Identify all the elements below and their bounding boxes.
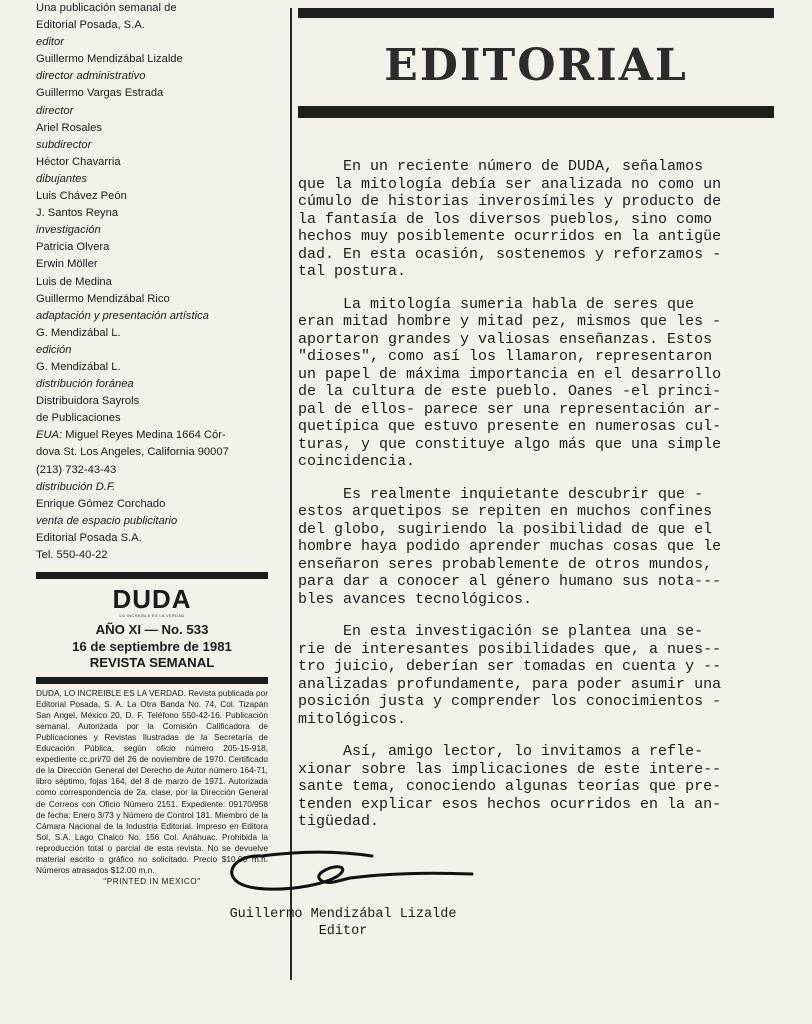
credit-text: director xyxy=(36,104,74,117)
credit-text: Editorial Posada, S.A. xyxy=(36,19,145,32)
credit-name xyxy=(36,85,268,102)
credit-text: G. Mendizábal L. xyxy=(36,326,121,339)
credit-text: Guillermo Mendizábal Rico xyxy=(36,292,170,305)
credit-name xyxy=(36,154,268,171)
credit-name xyxy=(36,444,268,461)
credit-name xyxy=(36,0,268,17)
credit-text: Miguel Reyes Medina 1664 Cór- xyxy=(65,429,226,442)
credit-text: Guillermo Mendizábal Lizalde xyxy=(36,53,183,66)
signature-image xyxy=(222,842,482,902)
masthead-column xyxy=(36,0,268,887)
brand-tagline: LO INCREIBLE ES LA VERDAD xyxy=(119,613,185,619)
issue-type: REVISTA SEMANAL xyxy=(89,655,215,671)
credit-prefix: EUA: xyxy=(36,429,63,442)
credit-name xyxy=(36,205,268,222)
credit-text: distribución D.F. xyxy=(36,480,116,493)
credit-role xyxy=(36,103,268,120)
bottom-rule xyxy=(36,677,268,684)
credit-text: Editorial Posada S.A. xyxy=(36,531,142,544)
credit-name xyxy=(36,274,268,291)
staff-credits xyxy=(36,0,268,564)
credit-text: Patricia Olvera xyxy=(36,241,110,254)
credit-name xyxy=(36,547,268,564)
editorial-title: EDITORIAL xyxy=(384,40,688,91)
credit-name xyxy=(36,393,268,410)
credit-role xyxy=(36,171,268,188)
editorial-paragraph: Es realmente inquietante descubrir que - estos arquetipos se repiten en muchos confines del globo, sugiriendo la posibilidad de que el hombre haya podido aprender muchas cosas que le enseñaron seres probablemente de otros mundos, para dar a conocer al género humano sus nota--- bles avances tecnológicos. xyxy=(298,485,722,608)
credit-role xyxy=(36,479,268,496)
credit-role xyxy=(36,308,268,325)
credit-role xyxy=(36,137,268,154)
issue-date: 16 de septiembre de 1981 xyxy=(72,638,232,654)
credit-role xyxy=(36,342,268,359)
credit-role xyxy=(36,376,268,393)
signer-name: Guillermo Mendizábal Lizalde xyxy=(229,907,457,922)
credit-name xyxy=(36,256,268,273)
credit-name xyxy=(36,120,268,137)
column-divider xyxy=(290,8,292,980)
credit-role xyxy=(36,513,268,530)
top-rule xyxy=(36,572,268,579)
credit-text: Tel. 550-40-22 xyxy=(36,549,108,561)
credit-text: edición xyxy=(36,343,72,356)
editorial-paragraph: En esta investigación se plantea una se- rie de interesantes posibilidades que, a nues-- tro juicio, deberían ser tomadas en cuenta y -- analizadas profundamente, para poder asumir una posición justa y comprender los conocimientos - mitológicos. xyxy=(298,623,722,728)
credit-text: Héctor Chavarria xyxy=(36,155,121,168)
credit-name xyxy=(36,496,268,513)
editorial-body xyxy=(298,158,788,831)
credit-text: director administrativo xyxy=(36,70,146,83)
credit-name xyxy=(36,17,268,34)
editorial-paragraph: La mitología sumeria habla de seres que eran mitad hombre y mitad pez, mismos que les - aportaron grandes y valiosas enseñanzas. Estos "dioses", como así los llamaron, representaron un papel de máxima importancia en el desarrollo de la cultura de este pueblo. Oanes -el princi- pal de ellos- parece ser una representación ar- quetípica que estuvo presente en numerosas cul- turas, y que constituye algo más que una simple coincidencia. xyxy=(298,295,722,470)
editorial-paragraph: En un reciente número de DUDA, señalamos que la mitología debía ser analizada no como un cúmulo de historias inverosímiles y producto de la fantasía de los diversos pueblos, sino como hechos muy posiblemente ocurridos en la antigüe dad. En esta ocasión, sostenemos y reforzamos - tal postura. xyxy=(298,158,722,280)
credit-text: subdirector xyxy=(36,138,92,151)
credit-name xyxy=(36,410,268,427)
credit-text: (213) 732-43-43 xyxy=(36,463,117,476)
credit-name xyxy=(36,51,268,68)
credit-name xyxy=(36,462,268,479)
credit-text: editor xyxy=(36,36,64,49)
editorial-column xyxy=(298,8,774,846)
credit-text: dova St. Los Angeles, California 90007 xyxy=(36,446,229,459)
credit-name xyxy=(36,188,268,205)
credit-role xyxy=(36,222,268,239)
credit-text: Luis Chávez Peón xyxy=(36,190,127,203)
credit-text: Luis de Medina xyxy=(36,275,112,288)
title-bar-top xyxy=(298,8,774,18)
credit-role xyxy=(36,68,268,85)
credit-name xyxy=(36,239,268,256)
signer-role: Editor xyxy=(318,924,368,939)
credit-text: Erwin Möller xyxy=(36,258,98,271)
credit-text: Distribuidora Sayrols xyxy=(36,395,140,408)
credit-text: J. Santos Reyna xyxy=(36,207,119,220)
credit-text: Una publicación semanal de xyxy=(36,2,177,14)
credit-text: venta de espacio publicitario xyxy=(36,514,178,527)
credit-text: adaptación y presentación artística xyxy=(36,309,209,322)
credit-text: Ariel Rosales xyxy=(36,121,102,134)
credit-text: investigación xyxy=(36,224,101,237)
credit-name xyxy=(36,427,268,444)
credit-text: G. Mendizábal L. xyxy=(36,360,121,373)
brand-logo: DUDA xyxy=(112,584,192,615)
editor-signoff xyxy=(198,906,488,940)
credit-text: dibujantes xyxy=(36,172,88,185)
credit-name xyxy=(36,359,268,376)
credit-name xyxy=(36,325,268,342)
credit-name xyxy=(36,291,268,308)
printed-in-mexico: "PRINTED IN MEXICO" xyxy=(103,876,201,887)
editorial-paragraph: Así, amigo lector, lo invitamos a refle- xionar sobre las implicaciones de este intere-- sante tema, conociendo algunas teorías que pre- tenden explicar esos hechos ocurridos en la an- tigüedad. xyxy=(298,743,722,830)
title-bar-bottom xyxy=(298,106,774,118)
credit-text: Guillermo Vargas Estrada xyxy=(36,87,164,100)
credit-text: Enrique Gómez Corchado xyxy=(36,497,166,510)
credit-name xyxy=(36,530,268,547)
legal-notice: DUDA, LO INCREIBLE ES LA VERDAD. Revista publicada por Editorial Posada, S. A. La Otra Banda No. 74, Col. Tizapán San Angel, México 20, D. F. Teléfono 550-42-16. Publicación semanal. Autorizada por la Comisión Calificadora de Publicaciones y Revistas Ilustradas de la Secretaría de Educación Pública, según oficio número 205-15-918, expediente cc.pri/70 del 26 de noviembre de 1970. Certificado de la Dirección General del Derecho de Autor número 164-71, libro séptimo, fojas 164, del 8 de marzo de 1971. Autorizada como correspondencia de 2a. clase, por la Dirección General de Correos con Oficio Número 2151. Expediente: 09170/958 de fecha: Enero 3/73 y Número de Control 181. Miembro de la Cámara Nacional de la Industria Editorial. Impreso en Editora Sol, S.A. Lago Chalco No. 156 Col. Anáhuac. Prohibida la reproducción total o parcial de esta revista. No se devuelve material escrito o gráfico no solicitado. Precio $10.00 m.n. Números atrasados $12.00 m.n. xyxy=(36,687,268,876)
issue-volume: AÑO XI — No. 533 xyxy=(95,622,209,638)
credit-role xyxy=(36,34,268,51)
credit-text: distribución foránea xyxy=(36,378,134,391)
credit-text: de Publicaciones xyxy=(36,412,121,425)
